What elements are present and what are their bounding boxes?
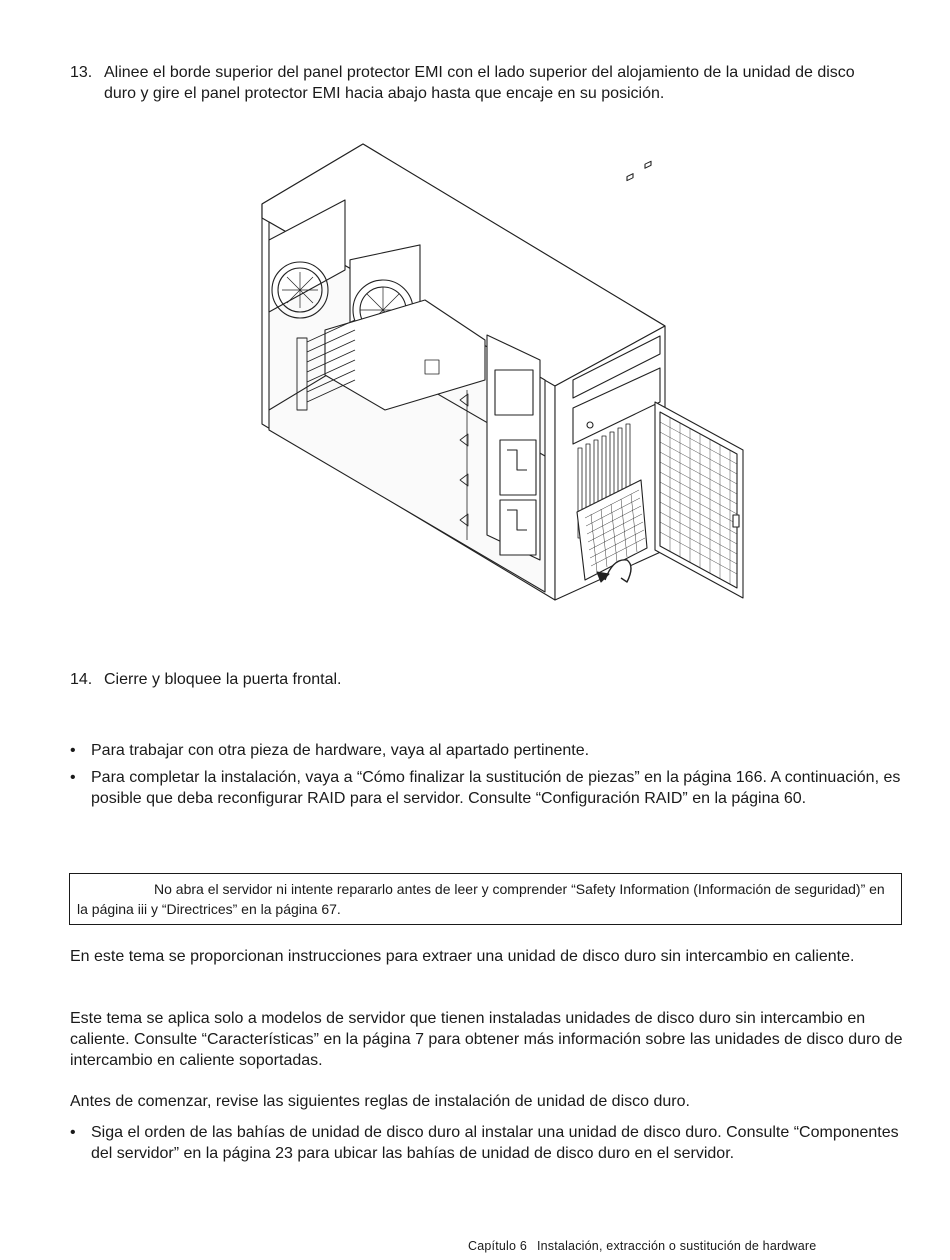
bullet-glyph: •: [70, 1124, 76, 1141]
list-item-text: Para trabajar con otra pieza de hardware, vaya al apartado pertinente.: [91, 742, 590, 759]
list-item: [70, 740, 905, 761]
list-item: [70, 1122, 905, 1164]
step-14: [70, 669, 890, 690]
intro-paragraph: En este tema se proporcionan instrucciones para extraer una unidad de disco duro sin intercambio en caliente.: [70, 948, 855, 965]
page-footer: [468, 1238, 816, 1254]
list-item-text: Siga el orden de las bahías de unidad de disco duro al instalar una unidad de disco duro. Consulte “Componentes del servidor” en la página 23 para ubicar las bahías de unidad de disco duro en el servidor.: [91, 1124, 899, 1162]
server-illustration: [255, 140, 755, 608]
applicability-paragraph: Este tema se aplica solo a modelos de servidor que tienen instaladas unidades de disco duro sin intercambio en caliente. Consulte “Características” en la página 7 para obtener más información sobre las unidades de disco duro de intercambio en caliente soportadas.: [70, 1010, 903, 1069]
step-text: Cierre y bloquee la puerta frontal.: [104, 671, 342, 688]
bullet-glyph: •: [70, 769, 76, 786]
rules-list: [70, 1122, 905, 1170]
next-steps-list: [70, 740, 905, 815]
footer-chapter: Capítulo 6: [468, 1239, 527, 1253]
step-13: [70, 62, 890, 104]
step-text: Alinee el borde superior del panel protector EMI con el lado superior del alojamiento de la unidad de disco duro y gire el panel protector EMI hacia abajo hasta que encaje en su posición.: [104, 64, 855, 102]
rules-intro-paragraph: Antes de comenzar, revise las siguientes reglas de instalación de unidad de disco duro.: [70, 1093, 690, 1110]
footer-title: Instalación, extracción o sustitución de hardware: [536, 1239, 817, 1253]
step-number: 14.: [70, 671, 93, 688]
list-item: [70, 767, 905, 809]
list-item-text: Para completar la instalación, vaya a “Cómo finalizar la sustitución de piezas” en la página 166. A continuación, es posible que deba reconfigurar RAID para el servidor. Consulte “Configuración RAID” en la página 60.: [91, 769, 901, 807]
safety-notice-text: No abra el servidor ni intente repararlo antes de leer y comprender “Safety Information (Información de seguridad)” en la página iii y “Directrices” en la página 67.: [77, 881, 885, 917]
safety-notice: [69, 873, 902, 925]
bullet-glyph: •: [70, 742, 76, 759]
step-number: 13.: [70, 64, 93, 81]
